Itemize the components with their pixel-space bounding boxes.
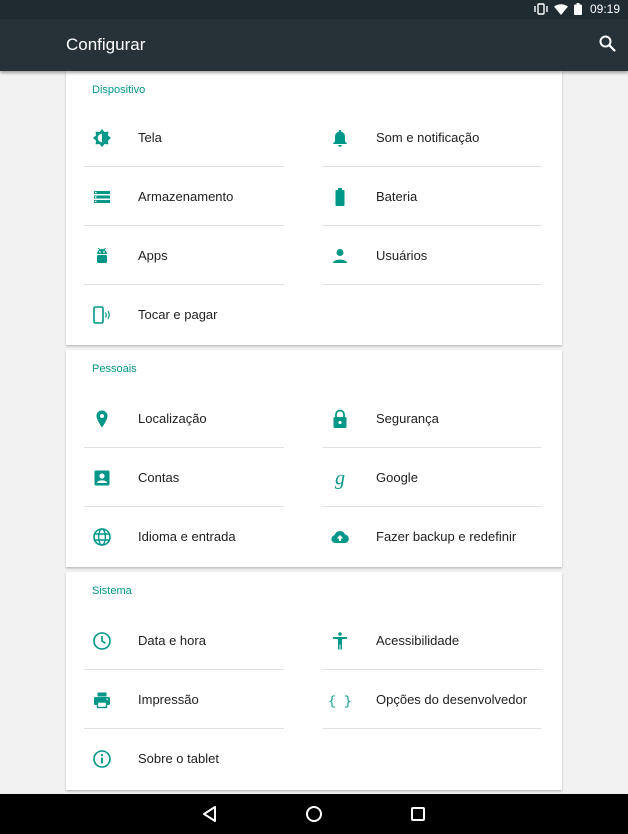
settings-item-idioma[interactable] (66, 508, 284, 566)
settings-item-tela[interactable] (66, 109, 284, 167)
settings-item-som[interactable] (304, 109, 522, 167)
settings-list[interactable] (66, 71, 562, 794)
home-icon (304, 804, 324, 824)
settings-item-apps[interactable] (66, 227, 284, 285)
globe-icon (92, 527, 112, 547)
printer-icon (92, 690, 112, 710)
divider (84, 669, 284, 670)
divider (322, 669, 542, 670)
settings-item-sobre[interactable] (66, 730, 284, 788)
svg-text:{ }: { } (328, 694, 352, 709)
nfc-phone-icon (92, 305, 112, 325)
settings-item-label: Som e notificação (376, 130, 480, 145)
google-g-icon (330, 468, 350, 488)
section-title: Pessoais (92, 363, 137, 375)
search-icon (599, 39, 616, 56)
section-title: Sistema (92, 585, 132, 597)
settings-item-label: Segurança (376, 411, 439, 426)
settings-item-label: Apps (138, 248, 168, 263)
divider (84, 447, 284, 448)
divider (84, 225, 284, 226)
settings-item-backup[interactable] (304, 508, 522, 566)
recents-icon (408, 804, 428, 824)
clock-icon (92, 631, 112, 651)
settings-item-tocar-e-pagar[interactable] (66, 286, 284, 344)
settings-item-label: Impressão (138, 692, 199, 707)
status-bar (0, 0, 628, 19)
divider (84, 728, 284, 729)
settings-item-label: Bateria (376, 189, 418, 204)
battery-icon (330, 187, 350, 207)
settings-item-acessibilidade[interactable] (304, 612, 522, 670)
cloud-upload-icon (330, 527, 350, 547)
settings-item-google[interactable] (304, 449, 522, 507)
divider (322, 447, 542, 448)
vibrate-icon (534, 3, 548, 15)
settings-item-label: Fazer backup e redefinir (376, 529, 517, 544)
status-time: 09:19 (589, 2, 620, 16)
settings-item-data-hora[interactable] (66, 612, 284, 670)
settings-item-usuarios[interactable] (304, 227, 522, 285)
code-braces-icon (330, 690, 350, 710)
settings-item-label: Data e hora (138, 633, 206, 648)
divider (322, 284, 542, 285)
svg-text:g: g (335, 467, 345, 490)
back-icon (200, 804, 220, 824)
recents-button[interactable] (408, 804, 428, 824)
page-title: Configurar (66, 35, 146, 54)
home-button[interactable] (304, 804, 324, 824)
battery-icon (574, 3, 582, 15)
settings-item-label: Opções do desenvolvedor (376, 692, 528, 707)
info-icon (92, 749, 112, 769)
settings-item-label: Armazenamento (138, 189, 234, 204)
divider (322, 166, 542, 167)
storage-icon (92, 187, 112, 207)
settings-item-label: Localização (138, 411, 207, 426)
settings-item-label: Contas (138, 470, 180, 485)
person-icon (330, 246, 350, 266)
lock-icon (330, 409, 350, 429)
settings-item-desenvolvedor[interactable] (304, 671, 528, 729)
section-pessoais (66, 350, 562, 567)
divider (322, 225, 542, 226)
navigation-bar (0, 794, 628, 834)
settings-item-label: Idioma e entrada (138, 529, 236, 544)
back-button[interactable] (200, 804, 220, 824)
settings-item-label: Acessibilidade (376, 633, 460, 648)
search-button[interactable] (599, 35, 616, 57)
wifi-icon (554, 4, 568, 15)
app-bar (0, 19, 628, 71)
settings-item-seguranca[interactable] (304, 390, 522, 448)
settings-item-contas[interactable] (66, 449, 284, 507)
divider (322, 506, 542, 507)
settings-item-label: Tocar e pagar (138, 307, 218, 322)
divider (322, 728, 542, 729)
android-icon (92, 246, 112, 266)
brightness-icon (92, 128, 112, 148)
settings-item-armazenamento[interactable] (66, 168, 284, 226)
settings-item-label: Sobre o tablet (138, 751, 219, 766)
settings-item-label: Usuários (376, 248, 428, 263)
settings-item-label: Tela (138, 130, 162, 145)
settings-item-impressao[interactable] (66, 671, 284, 729)
accessibility-icon (330, 631, 350, 651)
settings-item-bateria[interactable] (304, 168, 522, 226)
section-sistema (66, 572, 562, 790)
account-box-icon (92, 468, 112, 488)
divider (84, 284, 284, 285)
divider (84, 166, 284, 167)
section-title: Dispositivo (92, 84, 146, 96)
location-pin-icon (92, 409, 112, 429)
settings-item-label: Google (376, 470, 418, 485)
section-dispositivo (66, 71, 562, 345)
bell-icon (330, 128, 350, 148)
divider (84, 506, 284, 507)
settings-item-localizacao[interactable] (66, 390, 284, 448)
